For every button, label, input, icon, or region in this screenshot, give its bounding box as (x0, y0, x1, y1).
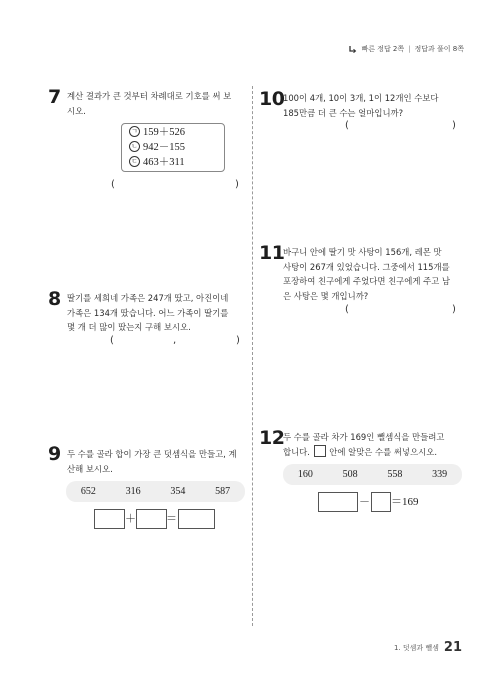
page-footer (394, 640, 462, 655)
problem-8-line-3: 몇 개 더 많이 땄는지 구해 보시오. (67, 322, 191, 332)
choice-12-4: 339 (432, 469, 448, 480)
problem-7-paren-close: ) (235, 179, 239, 190)
label-c-icon: ㄷ (129, 156, 140, 167)
choice-9-1: 652 (80, 486, 96, 497)
problem-11-paren-open: ( (345, 304, 349, 315)
solution-ref: 정답과 풀이 8쪽 (414, 45, 464, 53)
problem-7-paren-open: ( (111, 179, 115, 190)
problem-7-item-b (122, 139, 224, 154)
empty-box-icon (314, 445, 326, 457)
problem-9-sum-input[interactable] (178, 509, 215, 529)
problem-10-question (283, 91, 463, 120)
problem-7-answer-field[interactable] (120, 180, 230, 194)
problem-8-line-1: 딸기를 세희네 가족은 247개 땄고, 아진이네 (67, 293, 229, 303)
problem-7-question (67, 89, 247, 118)
problem-8-number: 8 (48, 288, 61, 310)
problem-12-result: ＝169 (391, 496, 419, 508)
problem-7-item-c (122, 154, 224, 169)
problem-12-minuend-input[interactable] (318, 492, 358, 512)
problem-7-expression-box (121, 123, 225, 172)
problem-8-comma: , (173, 335, 177, 346)
problem-10-paren-open: ( (345, 120, 349, 131)
expr-c: 463＋311 (143, 157, 185, 168)
choice-12-2: 508 (342, 469, 358, 480)
problem-11-line-1: 바구니 안에 딸기 맛 사탕이 156개, 레몬 맛 (283, 247, 442, 257)
problem-8-line-2: 가족은 134개 땄습니다. 어느 가족이 딸기를 (67, 307, 229, 318)
choice-9-3: 354 (170, 486, 186, 497)
problem-9-addend-1-input[interactable] (94, 509, 125, 529)
problem-9-equals: ＝ (166, 513, 177, 525)
page-header (349, 44, 464, 54)
problem-9-choices (66, 481, 245, 502)
problem-11-line-3: 포장하여 친구에게 주었다면 친구에게 주고 남 (283, 276, 451, 286)
problem-7-number: 7 (48, 86, 61, 108)
problem-8-answer-family[interactable] (118, 336, 170, 350)
problem-11-number: 11 (259, 242, 285, 264)
problem-8-question (67, 291, 247, 335)
header-separator: | (408, 45, 411, 53)
problem-11-paren-close: ) (452, 304, 456, 315)
problem-11-line-4: 은 사탕은 몇 개입니까? (283, 290, 369, 301)
choice-12-3: 558 (387, 469, 403, 480)
choice-9-2: 316 (125, 486, 141, 497)
problem-9-question (67, 447, 247, 476)
problem-7-item-a (122, 124, 224, 139)
problem-10-number: 10 (259, 88, 285, 110)
corner-arrow-icon (349, 45, 357, 53)
problem-9-plus: ＋ (125, 513, 136, 525)
choice-12-1: 160 (297, 469, 313, 480)
problem-12-line-2a: 합니다. (283, 446, 310, 457)
problem-11-question (283, 245, 463, 303)
problem-12-number: 12 (259, 427, 285, 449)
problem-12-line-2 (283, 445, 468, 460)
expr-b: 942－155 (143, 142, 185, 153)
problem-9-line-1: 두 수를 골라 합이 가장 큰 덧셈식을 만들고, 계 (67, 449, 237, 459)
problem-12-question (283, 430, 468, 459)
problem-11-answer-field[interactable] (354, 305, 448, 319)
problem-12-choices (283, 464, 462, 485)
problem-12-subtrahend-input[interactable] (371, 492, 391, 512)
label-a-icon: ㄱ (129, 126, 140, 137)
problem-12-minus: － (359, 496, 370, 508)
expr-a: 159＋526 (143, 127, 185, 138)
column-divider (252, 86, 253, 626)
problem-12-line-2b: 안에 알맞은 수를 써넣으시오. (329, 446, 438, 457)
problem-10-paren-close: ) (452, 120, 456, 131)
problem-7-line-1: 계산 결과가 큰 것부터 차례대로 기호를 써 보 (67, 91, 232, 101)
problem-11-line-2: 사탕이 267개 있었습니다. 그중에서 115개를 (283, 261, 450, 272)
problem-10-line-2: 185만큼 더 큰 수는 얼마입니까? (283, 107, 404, 118)
quick-answer-ref: 빠른 정답 2쪽 (361, 45, 405, 53)
label-b-icon: ㄴ (129, 141, 140, 152)
problem-8-paren-close: ) (236, 335, 240, 346)
page-number: 21 (443, 640, 462, 655)
problem-7-line-2: 시오. (67, 105, 86, 116)
problem-9-number: 9 (48, 443, 61, 465)
problem-12-line-1: 두 수를 골라 차가 169인 뺄셈식을 만들려고 (283, 432, 445, 442)
problem-8-paren-open: ( (110, 335, 114, 346)
choice-9-4: 587 (215, 486, 231, 497)
problem-10-answer-field[interactable] (354, 121, 448, 135)
chapter-label: 1. 덧셈과 뺄셈 (393, 643, 439, 652)
problem-9-addend-2-input[interactable] (136, 509, 167, 529)
problem-9-line-2: 산해 보시오. (67, 463, 113, 474)
problem-10-line-1: 100이 4개, 10이 3개, 1이 12개인 수보다 (283, 93, 439, 103)
problem-8-answer-count[interactable] (180, 336, 232, 350)
